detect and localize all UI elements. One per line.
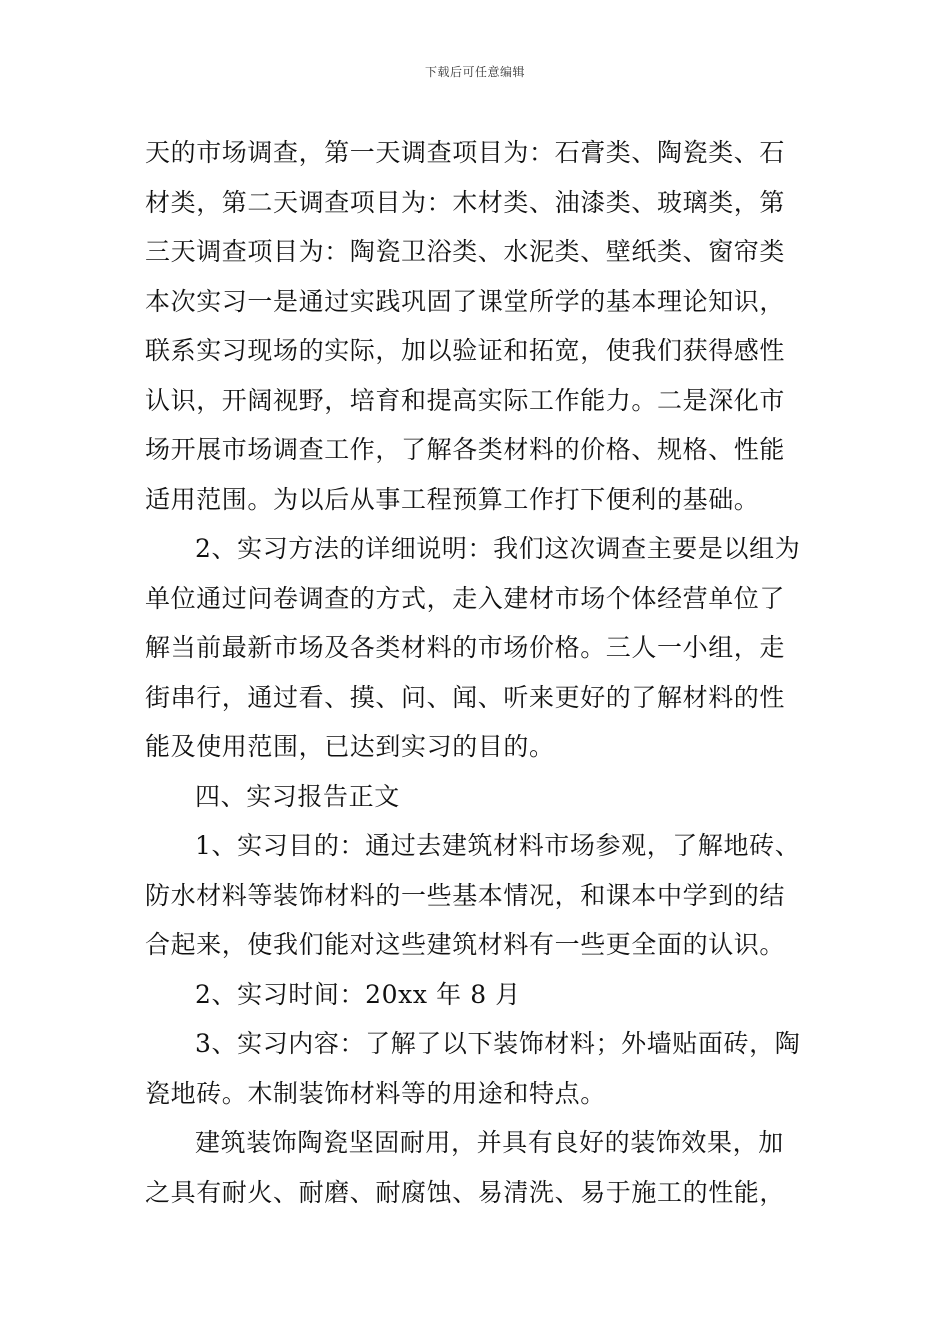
text-line: 材类，第二天调查项目为：木材类、油漆类、玻璃类，第 [145,187,786,217]
text-line: 场开展市场调查工作，了解各类材料的价格、规格、性能 [145,435,786,464]
text-line: 1、实习目的：通过去建筑材料市场参观，了解地砖、 [195,831,801,860]
text-line: 3、实习内容：了解了以下装饰材料；外墙贴面砖，陶 [195,1029,801,1058]
text-line: 街串行，通过看、摸、问、闻、听来更好的了解材料的性 [145,682,786,712]
text-line: 三天调查项目为：陶瓷卫浴类、水泥类、壁纸类、窗帘类 [145,237,786,266]
text-line: 瓷地砖。木制装饰材料等的用途和特点。 [145,1078,606,1108]
text-line: 建筑装饰陶瓷坚固耐用，并具有良好的装饰效果，加 [195,1128,784,1157]
text-line: 2、实习方法的详细说明：我们这次调查主要是以组为 [195,534,801,563]
text-line: 认识，开阔视野，培育和提高实际工作能力。二是深化市 [145,385,786,415]
text-line: 单位通过问卷调查的方式，走入建材市场个体经营单位了 [145,583,786,613]
section-heading: 四、实习报告正文 [195,781,400,811]
text-line: 适用范围。为以后从事工程预算工作打下便利的基础。 [145,484,760,514]
text-line: 防水材料等装饰材料的一些基本情况，和课本中学到的结 [145,880,786,910]
text-line: 解当前最新市场及各类材料的市场价格。三人一小组，走 [145,633,786,662]
text-line: 能及使用范围，已达到实习的目的。 [145,732,555,761]
document-body [145,128,810,1217]
text-line: 联系实习现场的实际，加以验证和拓宽，使我们获得感性 [145,336,786,365]
page-header: 下载后可任意编辑 [424,65,525,79]
text-line: 合起来，使我们能对这些建筑材料有一些更全面的认识。 [145,930,786,959]
text-line: 之具有耐火、耐磨、耐腐蚀、易清洗、易于施工的性能， [145,1177,786,1207]
text-line: 2、实习时间：20xx 年 8 月 [195,979,521,1009]
text-line: 天的市场调查，第一天调查项目为：石膏类、陶瓷类、石 [145,138,786,167]
text-line: 本次实习一是通过实践巩固了课堂所学的基本理论知识， [145,286,786,316]
